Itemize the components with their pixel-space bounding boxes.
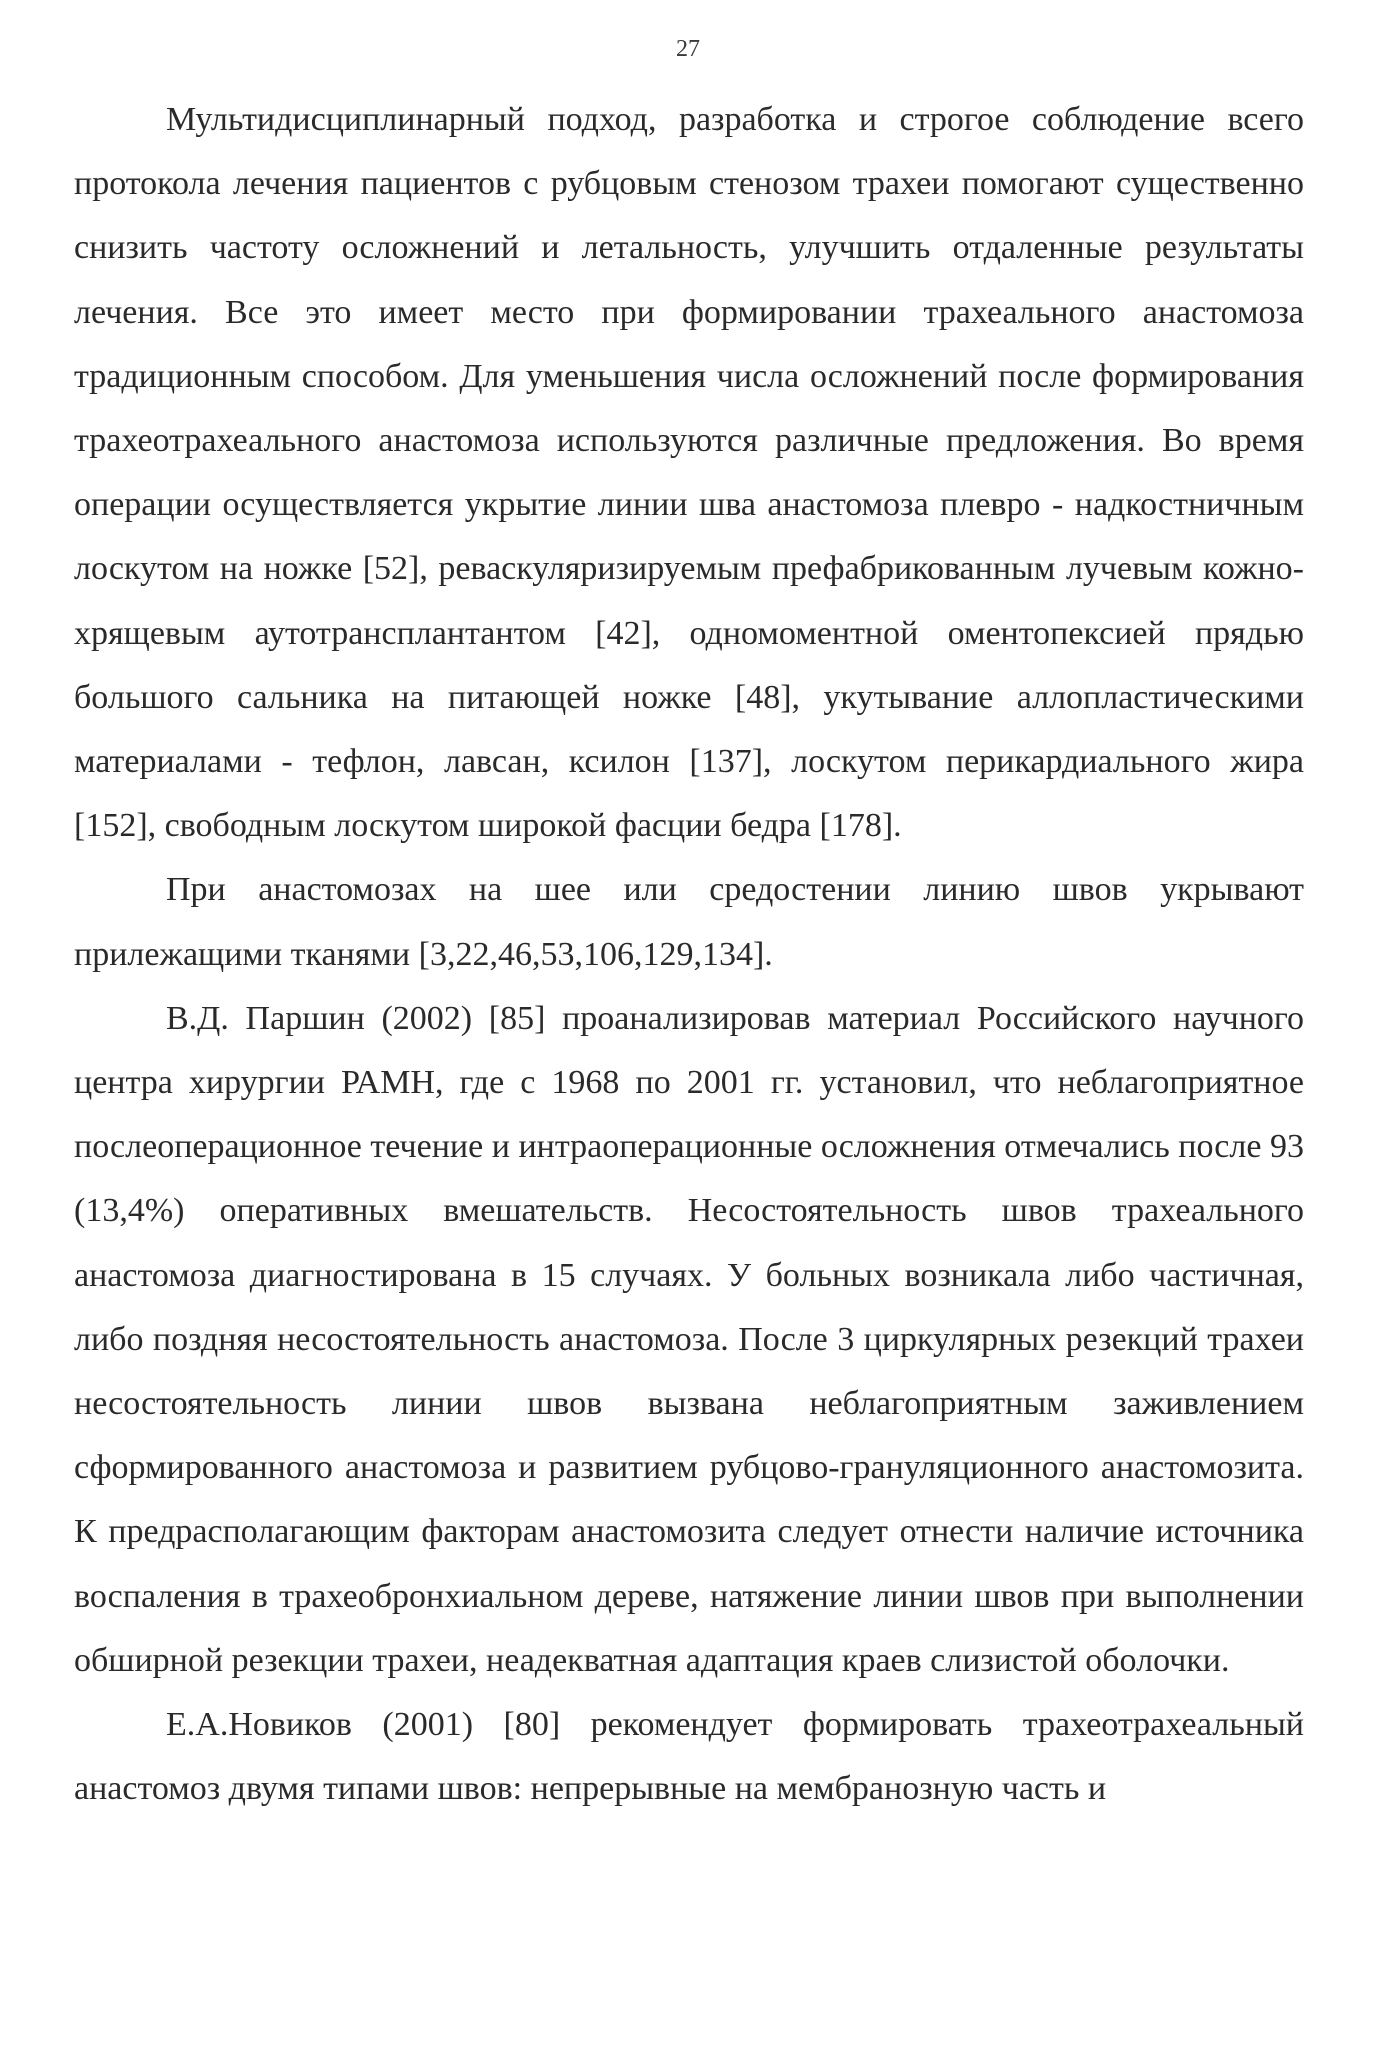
- paragraph-novikov-recommendation: Е.А.Новиков (2001) [80] рекомендует формировать трахеотрахеальный анастомоз двумя типами швов: непрерывные на мембранозную часть и: [74, 1706, 1304, 1808]
- page-number: 27: [676, 36, 700, 62]
- paragraph-neck-anastomosis: При анастомозах на шее или средостении линию швов укрывают прилежащими тканями [3,22,46,53,106,129,134].: [74, 871, 1304, 973]
- body-text: [74, 88, 1304, 1821]
- paragraph-multidisciplinary-approach: Мультидисциплинарный подход, разработка и строгое соблюдение всего протокола лечения пациентов с рубцовым стенозом трахеи помогают существенно снизить частоту осложнений и летальность, улучшить отдаленные результаты лечения. Все это имеет место при формировании трахеального анастомоза традиционным способом. Для уменьшения числа осложнений после формирования трахеотрахеального анастомоза используются различные предложения. Во время операции осуществляется укрытие линии шва анастомоза плевро - надкостничным лоскутом на ножке [52], реваскуляризируемым префабрикованным лучевым кожно-хрящевым аутотрансплантантом [42], одномоментной оментопексией прядью большого сальника на питающей ножке [48], укутывание аллопластическими материалами - тефлон, лавсан, ксилон [137], лоскутом перикардиального жира [152], свободным лоскутом широкой фасции бедра [178].: [74, 101, 1304, 845]
- paragraph-parshin-study: В.Д. Паршин (2002) [85] проанализировав материал Российского научного центра хирургии РАМН, где с 1968 по 2001 гг. установил, что неблагоприятное послеоперационное течение и интраоперационные осложнения отмечались после 93 (13,4%) оперативных вмешательств. Несостоятельность швов трахеального анастомоза диагностирована в 15 случаях. У больных возникала либо частичная, либо поздняя несостоятельность анастомоза. После 3 циркулярных резекций трахеи несостоятельность линии швов вызвана неблагоприятным заживлением сформированного анастомоза и развитием рубцово-грануляционного анастомозита. К предрасполагающим факторам анастомозита следует отнести наличие источника воспаления в трахеобронхиальном дереве, натяжение линии швов при выполнении обширной резекции трахеи, неадекватная адаптация краев слизистой оболочки.: [74, 999, 1304, 1679]
